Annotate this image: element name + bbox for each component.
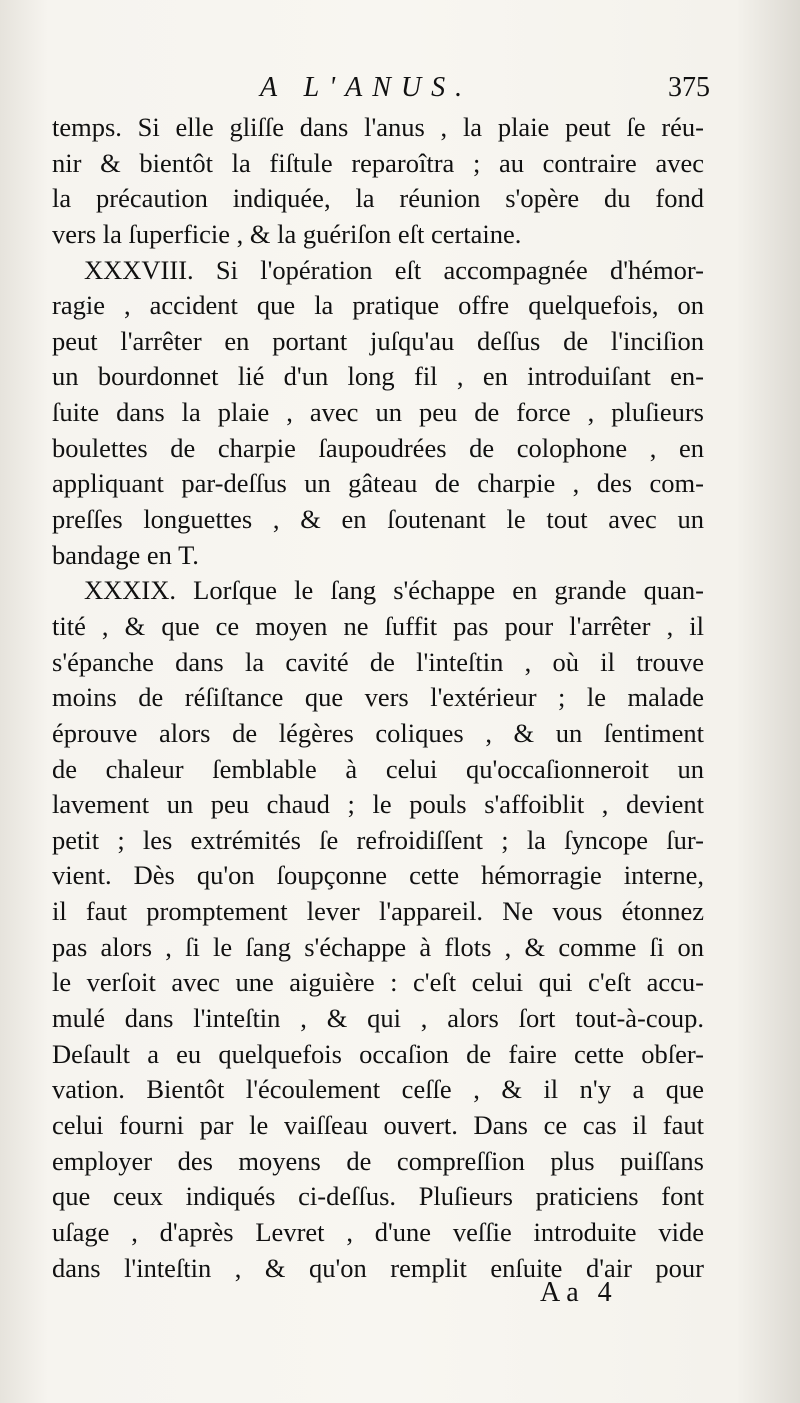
text-line: que ceux indiqués ci-deſſus. Pluſieurs praticiens font xyxy=(52,1181,704,1212)
text-line: appliquant par-deſſus un gâteau de charpie , des com- xyxy=(52,468,704,499)
body-text xyxy=(52,110,704,1286)
text-line: Deſault a eu quelquefois occaſion de faire cette obſer- xyxy=(52,1038,704,1069)
page-number: 375 xyxy=(668,72,710,103)
text-line: un bourdonnet lié d'un long fil , en introduiſant en- xyxy=(52,361,704,392)
text-line: celui fourni par le vaiſſeau ouvert. Dans ce cas il faut xyxy=(52,1109,704,1140)
text-line: de chaleur ſemblable à celui qu'occaſionneroit un xyxy=(52,753,704,784)
text-line: vers la ſuperficie , & la guériſon eſt certaine. xyxy=(52,218,522,249)
text-line: moins de réſiſtance que vers l'extérieur ; le malade xyxy=(52,682,704,713)
text-line: tité , & que ce moyen ne ſuffit pas pour l'arrêter , il xyxy=(52,610,704,641)
text-line: la précaution indiquée, la réunion s'opère du fond xyxy=(52,183,704,214)
text-line: nir & bientôt la fiſtule reparoîtra ; au contraire avec xyxy=(52,147,704,178)
text-line: il faut promptement lever l'appareil. Ne vous étonnez xyxy=(52,896,704,927)
page-header xyxy=(50,70,710,110)
signature-mark: Aa 4 xyxy=(540,1277,618,1308)
text-line: employer des moyens de compreſſion plus puiſſans xyxy=(52,1145,704,1176)
text-line: uſage , d'après Levret , d'une veſſie introduite vide xyxy=(52,1216,704,1247)
text-line: peut l'arrêter en portant juſqu'au deſſus de l'inciſion xyxy=(52,325,704,356)
text-line: le verſoit avec une aiguière : c'eſt celui qui c'eſt accu- xyxy=(52,967,704,998)
text-line: vient. Dès qu'on ſoupçonne cette hémorragie interne, xyxy=(52,860,704,891)
text-line: mulé dans l'inteſtin , & qui , alors ſort tout-à-coup. xyxy=(52,1003,704,1034)
text-line: boulettes de charpie ſaupoudrées de colophone , en xyxy=(52,432,704,463)
text-line: petit ; les extrémités ſe refroidiſſent ; la ſyncope ſur- xyxy=(52,824,704,855)
text-line: vation. Bientôt l'écoulement ceſſe , & il n'y a que xyxy=(52,1074,704,1105)
running-title: A L'ANUS. xyxy=(260,72,473,103)
text-line: éprouve alors de légères coliques , & un ſentiment xyxy=(52,717,704,748)
text-line: s'épanche dans la cavité de l'inteſtin , où il trouve xyxy=(52,646,704,677)
text-line: lavement un peu chaud ; le pouls s'affoiblit , devient xyxy=(52,789,704,820)
text-line: ragie , accident que la pratique offre quelquefois, on xyxy=(52,290,704,321)
section-heading-line: XXXVIII. Si l'opération eſt accompagnée d'hémor- xyxy=(84,254,704,285)
text-line: bandage en T. xyxy=(52,539,199,570)
text-line: preſſes longuettes , & en ſoutenant le tout avec un xyxy=(52,504,704,535)
text-line: temps. Si elle gliſſe dans l'anus , la plaie peut ſe réu- xyxy=(52,112,704,142)
text-line: pas alors , ſi le ſang s'échappe à flots , & comme ſi on xyxy=(52,931,704,962)
section-heading-line: XXXIX. Lorſque le ſang s'échappe en grande quan- xyxy=(84,575,704,606)
text-line: dans l'inteſtin , & qu'on remplit enſuite d'air pour xyxy=(52,1252,704,1283)
text-line: ſuite dans la plaie , avec un peu de force , pluſieurs xyxy=(52,397,704,428)
